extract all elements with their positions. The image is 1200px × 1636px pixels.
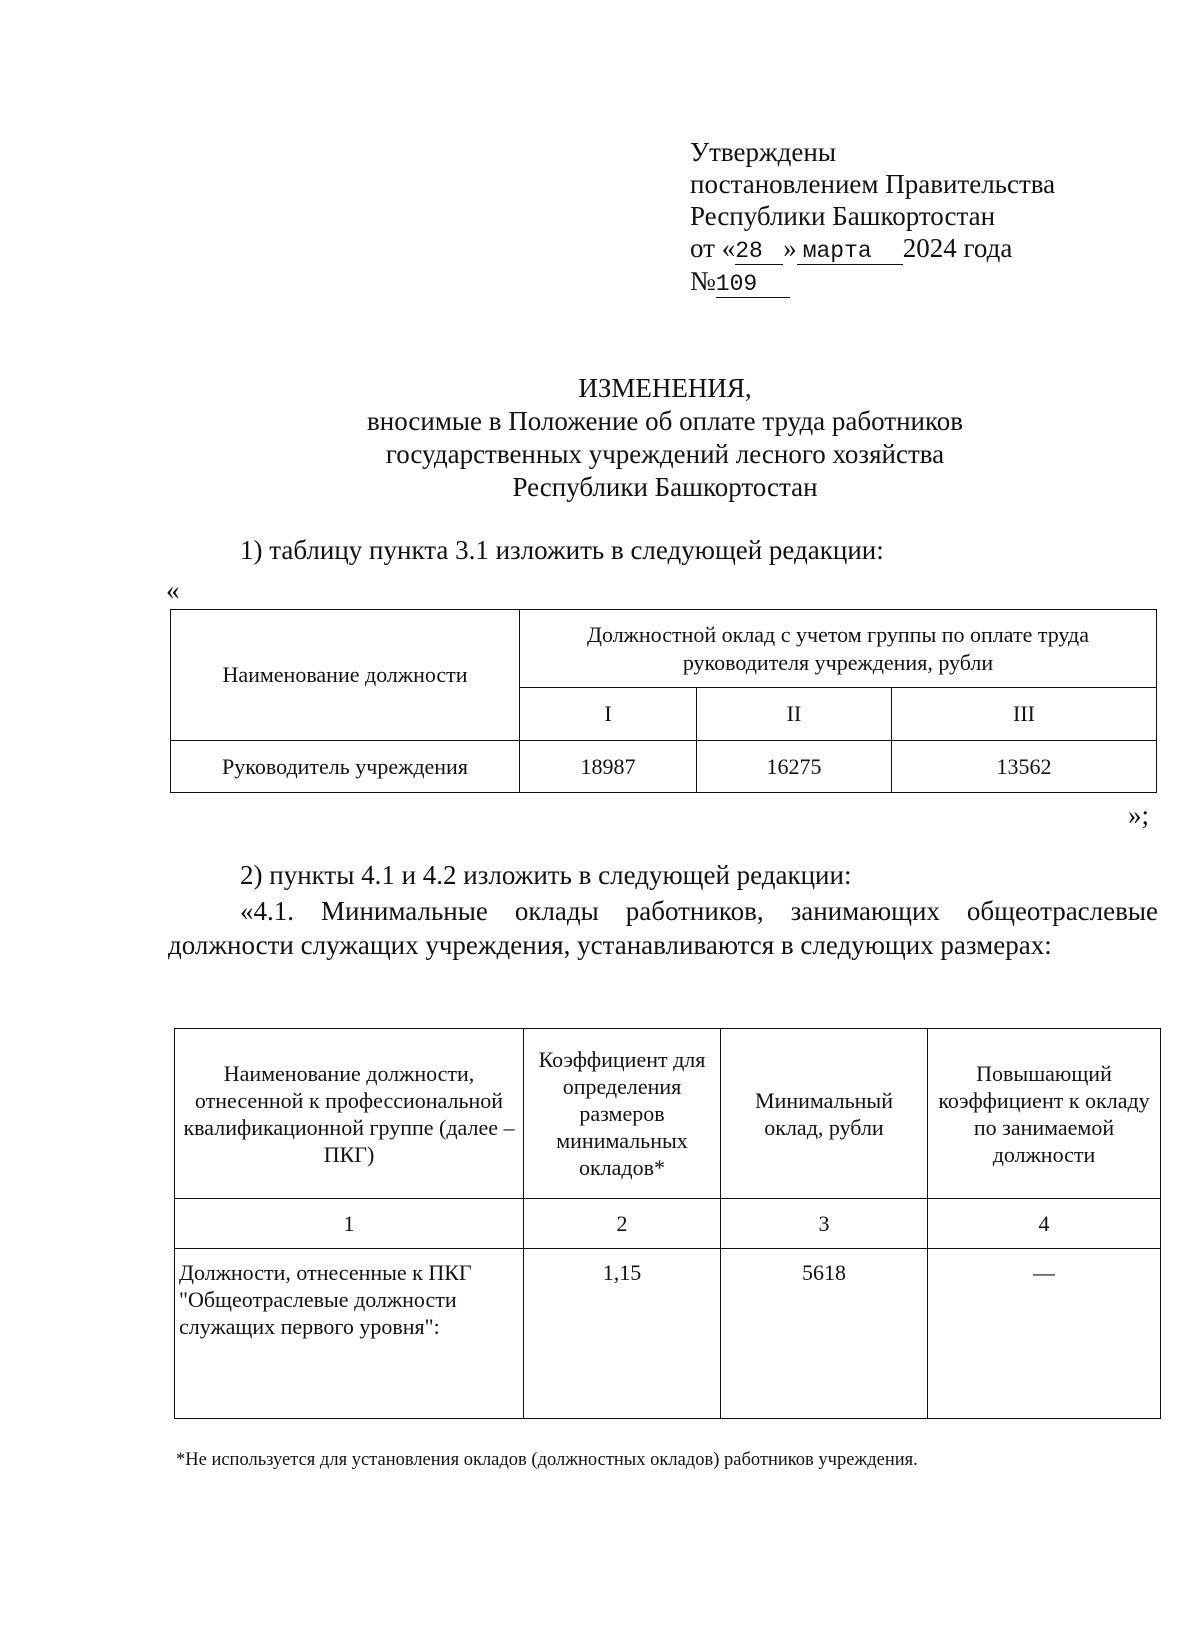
t2-col-number-2: 2 (524, 1199, 721, 1249)
t1-group-i: I (520, 688, 697, 741)
approval-line-1: Утверждены (690, 137, 836, 167)
paragraph-4-1: «4.1. Минимальные оклады работников, занимающих общеотраслевые должности служащих учреждения, устанавливаются в следующих размерах: (168, 896, 1158, 960)
item-2-text: 2) пункты 4.1 и 4.2 изложить в следующей редакции: (240, 860, 852, 890)
salary-table-2 (174, 1028, 1161, 1419)
t1-row-value-ii: 16275 (697, 741, 892, 793)
table-row (175, 1249, 1161, 1419)
t2-col-number-3: 3 (721, 1199, 928, 1249)
footnote: *Не используется для установления окладов (должностных окладов) работников учреждения. (176, 1450, 918, 1470)
t1-header-group: Должностной оклад с учетом группы по оплате труда руководителя учреждения, рубли (520, 610, 1157, 688)
t2-col-number-1: 1 (175, 1199, 524, 1249)
approval-line-3: Республики Башкортостан (690, 201, 996, 231)
t1-row-name: Руководитель учреждения (171, 741, 520, 793)
table-row (171, 741, 1157, 793)
t2-col-number-4: 4 (928, 1199, 1161, 1249)
t2-header-coefficient: Коэффициент для определения размеров минимальных окладов* (524, 1029, 721, 1199)
date-month: марта (797, 238, 903, 265)
item-1-close-quote: »; (1128, 800, 1150, 830)
t2-header-raise: Повышающий коэффициент к окладу по занимаемой должности (928, 1029, 1161, 1199)
date-day: 28 (735, 238, 783, 265)
approval-number (690, 265, 1055, 298)
t2-header-salary: Минимальный оклад, рубли (721, 1029, 928, 1199)
item-1-open-quote: « (166, 575, 180, 605)
t2-row-salary: 5618 (721, 1249, 928, 1419)
document-heading (0, 372, 1200, 504)
t2-row-coefficient: 1,15 (524, 1249, 721, 1419)
item-1-text: 1) таблицу пункта 3.1 изложить в следующей редакции: (240, 535, 884, 565)
date-year: 2024 года (902, 233, 1013, 263)
t2-header-position: Наименование должности, отнесенной к профессиональной квалификационной группе (далее – ПКГ) (175, 1029, 524, 1199)
number-prefix: № (690, 266, 716, 296)
heading-line-4: Республики Башкортостан (512, 472, 818, 502)
t1-row-value-i: 18987 (520, 741, 697, 793)
approval-line-2: постановлением Правительства (690, 169, 1056, 199)
t1-group-iii: III (892, 688, 1157, 741)
date-prefix: от « (690, 233, 736, 263)
t1-group-ii: II (697, 688, 892, 741)
salary-table-1 (170, 609, 1157, 793)
heading-line-2: вносимые в Положение об оплате труда работников (367, 406, 963, 436)
heading-line-3: государственных учреждений лесного хозяйства (385, 439, 945, 469)
t1-row-value-iii: 13562 (892, 741, 1157, 793)
approval-date (690, 232, 1055, 265)
t2-row-raise: — (928, 1249, 1161, 1419)
heading-title: ИЗМЕНЕНИЯ, (578, 373, 752, 403)
t2-row-name: Должности, отнесенные к ПКГ "Общеотраслевые должности служащих первого уровня": (175, 1249, 524, 1419)
approval-block (690, 136, 1055, 298)
number-value: 109 (716, 271, 790, 298)
t1-header-position: Наименование должности (171, 610, 520, 741)
date-mid: » (783, 233, 797, 263)
